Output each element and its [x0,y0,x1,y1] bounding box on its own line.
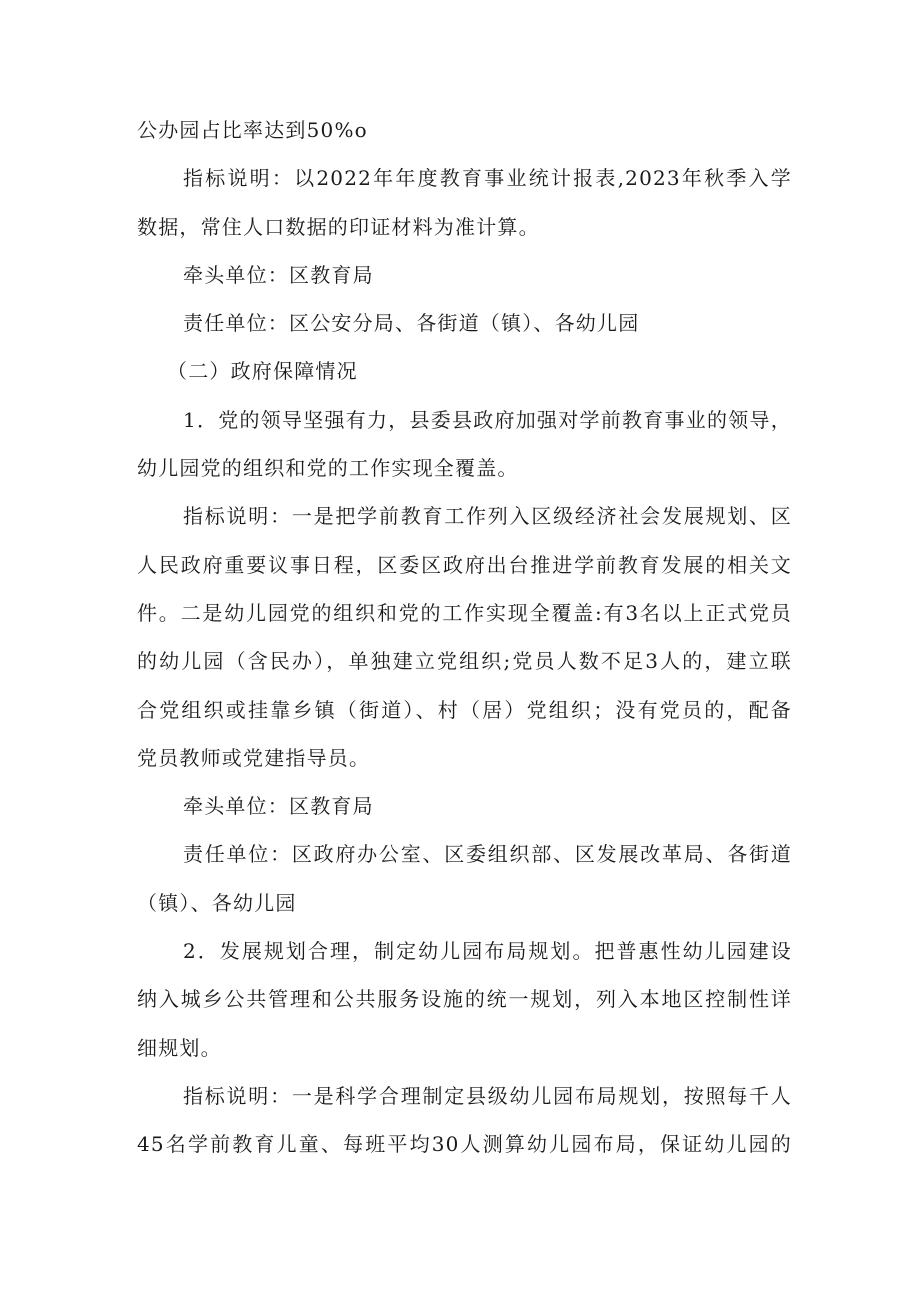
text-line: 的幼儿园（含民办），单独建立党组织;党员人数不足3人的，建立联 [137,649,792,674]
text-line: 件。二是幼儿园党的组织和党的工作实现全覆盖:有3名以上正式党员 [137,600,792,625]
text-line: （镇）、各幼儿园 [137,890,297,915]
text-line: 1．党的领导坚强有力，县委县政府加强对学前教育事业的领导， [183,407,792,432]
text-line: 指标说明：一是把学前教育工作列入区级经济社会发展规划、区 [183,504,792,529]
text-line: 公办园占比率达到50%o [137,118,368,142]
text-line: 45名学前教育儿童、每班平均30人测算幼儿园布局，保证幼儿园的 [137,1132,792,1157]
text-line: 责任单位：区公安分局、各街道（镇）、各幼儿园 [183,311,640,336]
text-line: 牵头单位：区教育局 [183,794,374,819]
document-page [137,106,792,1169]
text-line: 2．发展规划合理，制定幼儿园布局规划。把普惠性幼儿园建设 [183,939,792,964]
text-line: 责任单位：区政府办公室、区委组织部、区发展改革局、各街道 [183,842,792,867]
text-line: 指标说明：以2022年年度教育事业统计报表,2023年秋季入学 [183,166,792,191]
text-line: 人民政府重要议事日程，区委区政府出台推进学前教育发展的相关文 [137,552,792,577]
text-line: 纳入城乡公共管理和公共服务设施的统一规划，列入本地区控制性详 [137,987,792,1012]
text-line: 合党组织或挂靠乡镇（街道）、村（居）党组织；没有党员的，配备 [137,697,792,722]
text-line: 细规划。 [137,1035,222,1060]
text-line: 党员教师或党建指导员。 [137,745,371,770]
text-line: 幼儿园党的组织和党的工作实现全覆盖。 [137,456,519,481]
section-heading: （二）政府保障情况 [167,359,358,384]
text-line: 数据，常住人口数据的印证材料为准计算。 [137,214,540,239]
text-line: 指标说明：一是科学合理制定县级幼儿园布局规划，按照每千人 [183,1083,792,1108]
text-line: 牵头单位：区教育局 [183,262,374,287]
